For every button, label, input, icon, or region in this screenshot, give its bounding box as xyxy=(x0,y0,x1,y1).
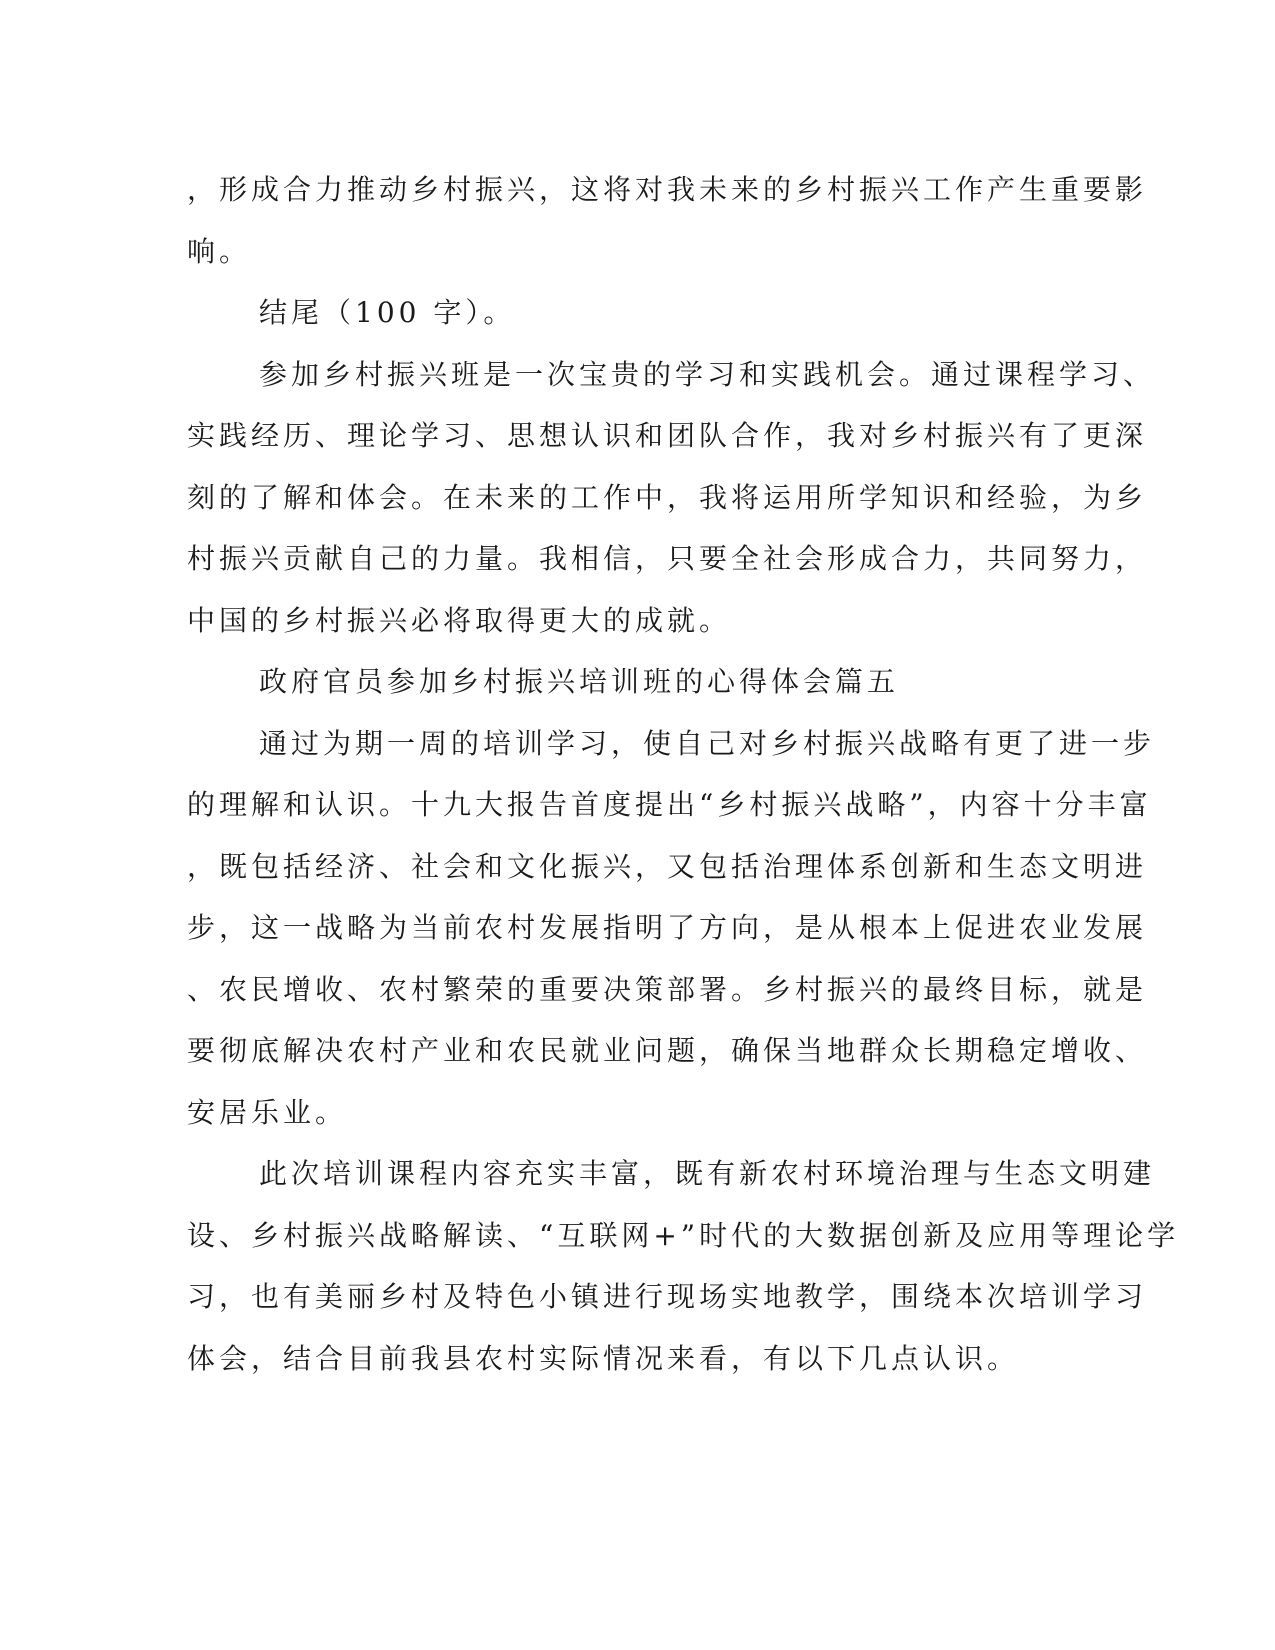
text-line: 体会，结合目前我县农村实际情况来看，有以下几点认识。 xyxy=(187,1341,1020,1375)
text-line: ，既包括经济、社会和文化振兴，又包括治理体系创新和生态文明进 xyxy=(187,849,1148,883)
paragraph-start: 参加乡村振兴班是一次宝贵的学习和实践机会。通过课程学习、 xyxy=(259,357,1156,391)
text-line: 安居乐业。 xyxy=(187,1095,348,1129)
text-line: 中国的乡村振兴必将取得更大的成就。 xyxy=(187,603,732,637)
article-title: 政府官员参加乡村振兴培训班的心得体会篇五 xyxy=(259,665,900,698)
text-line: 设、乡村振兴战略解读、“互联网+”时代的大数据创新及应用等理论学 xyxy=(187,1218,1180,1252)
text-line: 、农民增收、农村繁荣的重要决策部署。乡村振兴的最终目标，就是 xyxy=(187,972,1148,1006)
text-line: 村振兴贡献自己的力量。我相信，只要全社会形成合力，共同努力， xyxy=(187,542,1148,575)
text-line: 刻的了解和体会。在未来的工作中，我将运用所学知识和经验，为乡 xyxy=(187,480,1148,514)
document-body xyxy=(187,159,1180,1389)
paragraph-start: 此次培训课程内容充实丰富，既有新农村环境治理与生态文明建 xyxy=(259,1157,1156,1190)
text-line: 实践经历、理论学习、思想认识和团队合作，我对乡村振兴有了更深 xyxy=(187,419,1148,452)
section-heading: 结尾（100 字）。 xyxy=(259,296,516,329)
text-line: 响。 xyxy=(187,234,252,268)
text-line: ，形成合力推动乡村振兴，这将对我未来的乡村振兴工作产生重要影 xyxy=(187,173,1148,206)
text-line: 要彻底解决农村产业和农民就业问题，确保当地群众长期稳定增收、 xyxy=(187,1034,1148,1067)
text-line: 习，也有美丽乡村及特色小镇进行现场实地教学，围绕本次培训学习 xyxy=(187,1280,1148,1313)
paragraph-start: 通过为期一周的培训学习，使自己对乡村振兴战略有更了进一步 xyxy=(259,726,1156,760)
text-line: 步，这一战略为当前农村发展指明了方向，是从根本上促进农业发展 xyxy=(187,911,1148,944)
text-line: 的理解和认识。十九大报告首度提出“乡村振兴战略”，内容十分丰富 xyxy=(187,788,1152,821)
